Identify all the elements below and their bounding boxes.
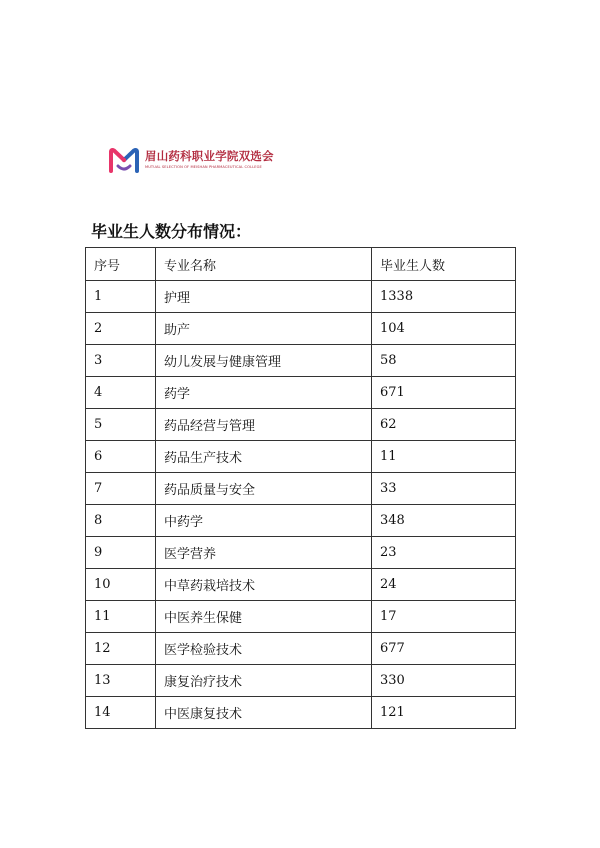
cell-index: 6 [86,441,156,473]
cell-major: 中医康复技术 [156,697,372,729]
cell-major: 康复治疗技术 [156,665,372,697]
cell-index: 3 [86,345,156,377]
cell-count: 330 [372,665,516,697]
logo-title: 眉山药科职业学院双选会 [145,149,274,163]
cell-major: 医学营养 [156,537,372,569]
cell-major: 药品质量与安全 [156,473,372,505]
cell-index: 4 [86,377,156,409]
table-row [86,569,516,601]
header-count: 毕业生人数 [372,248,516,281]
table-row [86,601,516,633]
cell-count: 677 [372,633,516,665]
cell-count: 24 [372,569,516,601]
cell-index: 1 [86,281,156,313]
cell-count: 58 [372,345,516,377]
cell-count: 121 [372,697,516,729]
cell-index: 8 [86,505,156,537]
table-header-row [86,248,516,281]
logo-m-icon [108,146,140,174]
logo-subtitle: MUTUAL SELECTION OF MEISHAN PHARMACEUTICAL COLLEGE [145,165,262,169]
graduates-table [85,247,516,729]
cell-index: 10 [86,569,156,601]
cell-index: 14 [86,697,156,729]
cell-index: 2 [86,313,156,345]
cell-major: 中草药栽培技术 [156,569,372,601]
cell-count: 1338 [372,281,516,313]
cell-count: 671 [372,377,516,409]
table-row [86,537,516,569]
table-row [86,441,516,473]
cell-major: 药品生产技术 [156,441,372,473]
cell-major: 医学检验技术 [156,633,372,665]
cell-index: 11 [86,601,156,633]
section-title: 毕业生人数分布情况： [91,222,252,241]
cell-index: 5 [86,409,156,441]
cell-major: 助产 [156,313,372,345]
cell-count: 33 [372,473,516,505]
cell-major: 中药学 [156,505,372,537]
cell-major: 中医养生保健 [156,601,372,633]
cell-index: 13 [86,665,156,697]
header-major: 专业名称 [156,248,372,281]
table-row [86,377,516,409]
table-row [86,633,516,665]
cell-major: 药学 [156,377,372,409]
table-row [86,409,516,441]
table-body [86,281,516,729]
college-logo [108,142,278,178]
table-row [86,697,516,729]
cell-count: 348 [372,505,516,537]
table-row [86,665,516,697]
cell-count: 11 [372,441,516,473]
cell-index: 9 [86,537,156,569]
cell-index: 12 [86,633,156,665]
header-index: 序号 [86,248,156,281]
table-row [86,313,516,345]
cell-major: 药品经营与管理 [156,409,372,441]
cell-major: 护理 [156,281,372,313]
cell-index: 7 [86,473,156,505]
table-row [86,345,516,377]
table-row [86,473,516,505]
cell-count: 17 [372,601,516,633]
table-row [86,281,516,313]
cell-major: 幼儿发展与健康管理 [156,345,372,377]
cell-count: 104 [372,313,516,345]
cell-count: 62 [372,409,516,441]
cell-count: 23 [372,537,516,569]
table-row [86,505,516,537]
